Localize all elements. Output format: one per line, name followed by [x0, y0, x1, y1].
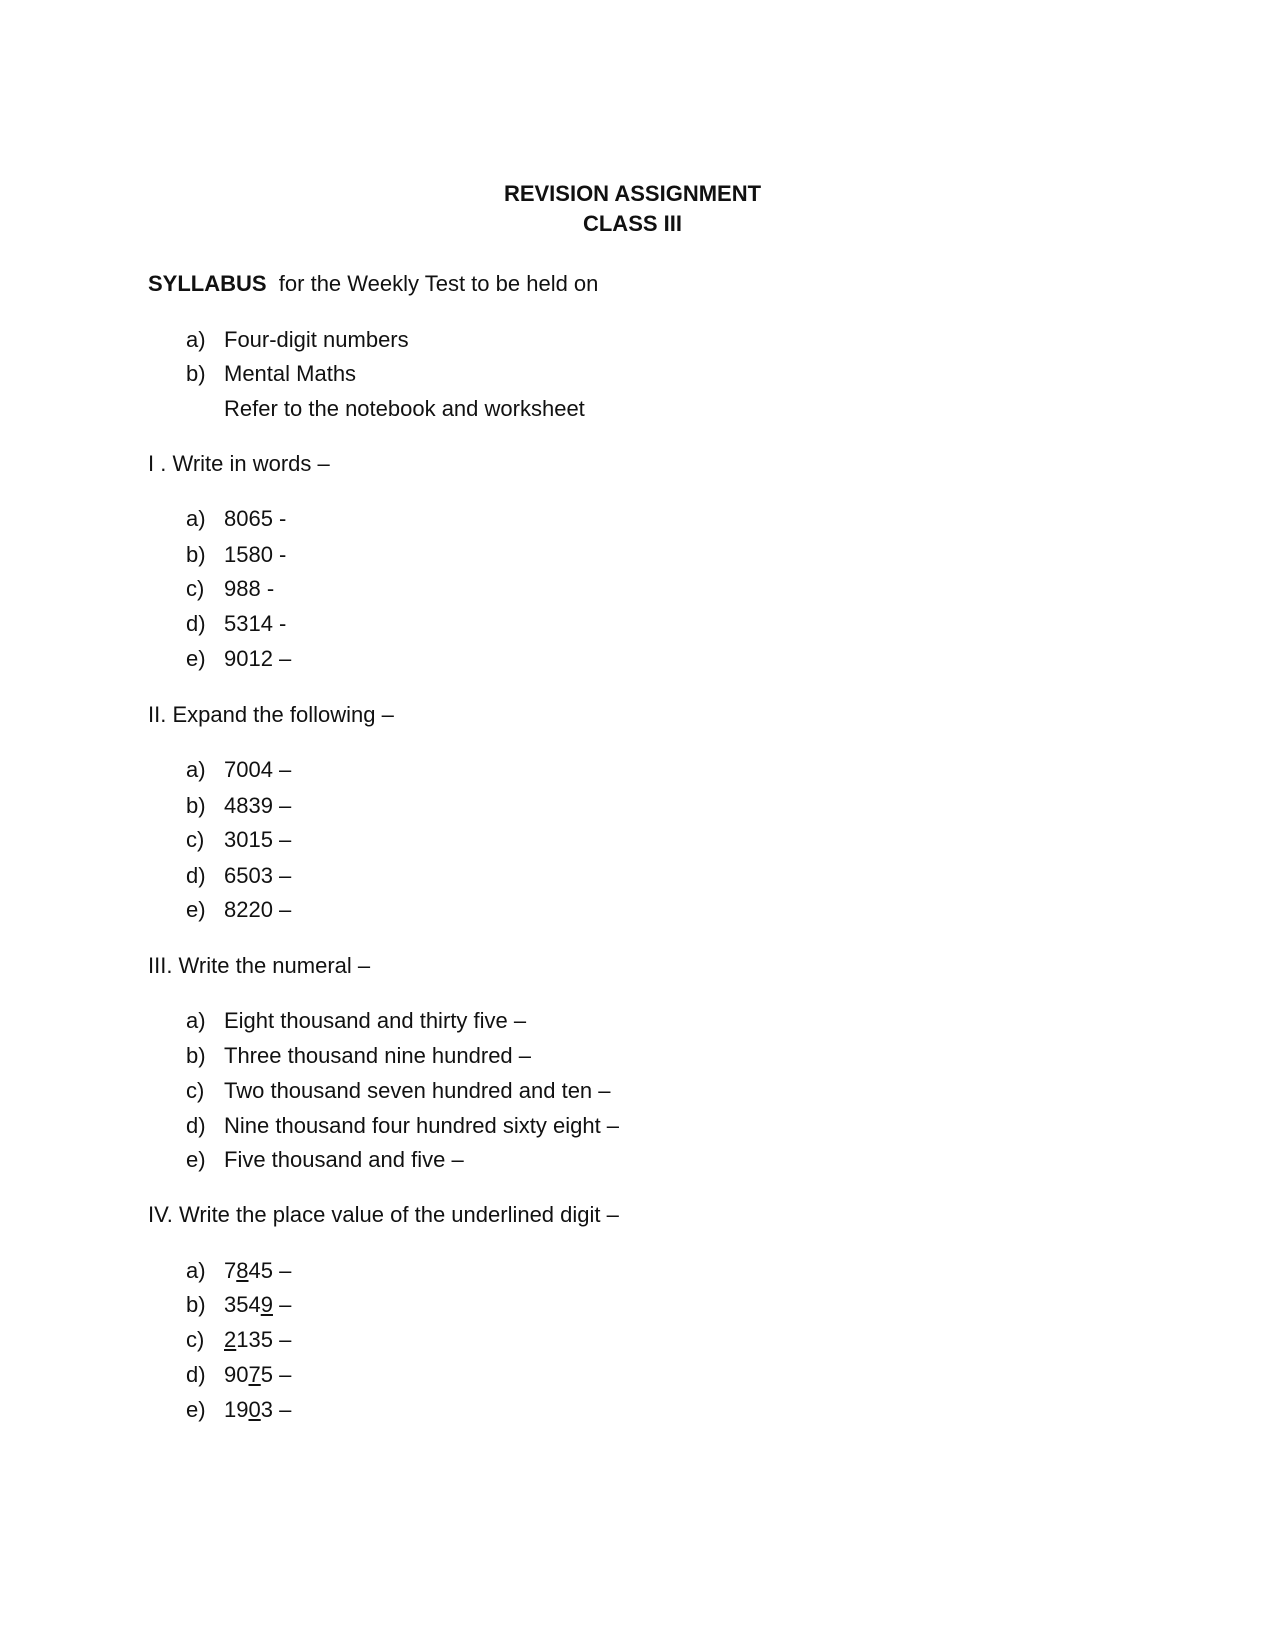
question-item [186, 1292, 291, 1318]
item-label: d) [186, 1362, 206, 1387]
question-item [186, 542, 286, 568]
question-item [186, 757, 291, 783]
question-item [186, 646, 291, 672]
question-item [186, 827, 291, 853]
document-title: REVISION ASSIGNMENT [503, 181, 762, 206]
question-item [186, 1147, 464, 1173]
question-item [186, 1008, 526, 1034]
item-label: c) [186, 576, 205, 601]
item-text: 7004 – [224, 757, 292, 782]
item-text: 5314 - [224, 611, 287, 636]
question-item [186, 1327, 291, 1353]
item-label: e) [186, 646, 206, 671]
section-heading: I . Write in words – [148, 451, 330, 476]
syllabus-text: for the Weekly Test to be held on [278, 271, 599, 296]
document-subtitle: CLASS III [582, 211, 682, 236]
question-item [186, 1258, 291, 1284]
item-label: d) [186, 1113, 206, 1138]
item-text: 8220 – [224, 897, 292, 922]
underlined-digit: 8 [236, 1258, 249, 1283]
item-label: a) [186, 757, 206, 782]
item-label: d) [186, 863, 206, 888]
item-text: 3015 – [224, 827, 292, 852]
question-item [186, 793, 291, 819]
item-text: 5 – [260, 1362, 292, 1387]
item-label: d) [186, 611, 206, 636]
question-item [186, 1397, 291, 1423]
item-label: c) [186, 827, 205, 852]
item-label: b) [186, 1292, 206, 1317]
item-text: 6503 – [224, 863, 292, 888]
question-item [186, 1362, 291, 1388]
item-label: b) [186, 542, 206, 567]
item-text: 7 [224, 1258, 237, 1283]
item-label: a) [186, 506, 206, 531]
item-label: c) [186, 1327, 205, 1352]
underlined-digit: 9 [260, 1292, 273, 1317]
item-text: 9012 – [224, 646, 292, 671]
item-text: 45 – [248, 1258, 292, 1283]
question-item [186, 506, 286, 532]
item-text: 90 [224, 1362, 249, 1387]
underlined-digit: 0 [248, 1397, 261, 1422]
item-text: Five thousand and five – [224, 1147, 464, 1172]
item-text: Three thousand nine hundred – [224, 1043, 532, 1068]
list-item: a) Four-digit numbers [186, 327, 409, 352]
item-text: 19 [224, 1397, 249, 1422]
syllabus-line [148, 271, 598, 297]
item-label: a) [186, 1008, 206, 1033]
item-text: 1580 - [224, 542, 287, 567]
syllabus-note: Refer to the notebook and worksheet [224, 396, 585, 421]
question-item [186, 863, 291, 889]
question-item [186, 897, 291, 923]
item-text: Two thousand seven hundred and ten – [224, 1078, 611, 1103]
item-text: 988 - [224, 576, 275, 601]
question-item [186, 611, 286, 637]
list-item: b) Mental Maths [186, 361, 357, 386]
item-text: 4839 – [224, 793, 292, 818]
item-text: 135 – [236, 1327, 292, 1352]
question-item [186, 1113, 619, 1139]
syllabus-heading: SYLLABUS [148, 271, 267, 296]
section-heading: IV. Write the place value of the underlined digit – [148, 1202, 619, 1227]
question-item [186, 576, 274, 602]
item-label: e) [186, 897, 206, 922]
item-text: Eight thousand and thirty five – [224, 1008, 527, 1033]
item-text: Nine thousand four hundred sixty eight – [224, 1113, 620, 1138]
underlined-digit: 7 [248, 1362, 261, 1387]
question-item [186, 1043, 531, 1069]
item-text: 8065 - [224, 506, 287, 531]
item-label: b) [186, 1043, 206, 1068]
item-label: e) [186, 1147, 206, 1172]
item-text: 3 – [260, 1397, 292, 1422]
item-label: c) [186, 1078, 205, 1103]
item-label: b) [186, 793, 206, 818]
item-label: a) [186, 1258, 206, 1283]
question-item [186, 1078, 611, 1104]
underlined-digit: 2 [224, 1327, 237, 1352]
section-heading: II. Expand the following – [148, 702, 394, 727]
item-text: 354 [224, 1292, 261, 1317]
item-label: e) [186, 1397, 206, 1422]
item-text: – [272, 1292, 292, 1317]
section-heading: III. Write the numeral – [148, 953, 371, 978]
